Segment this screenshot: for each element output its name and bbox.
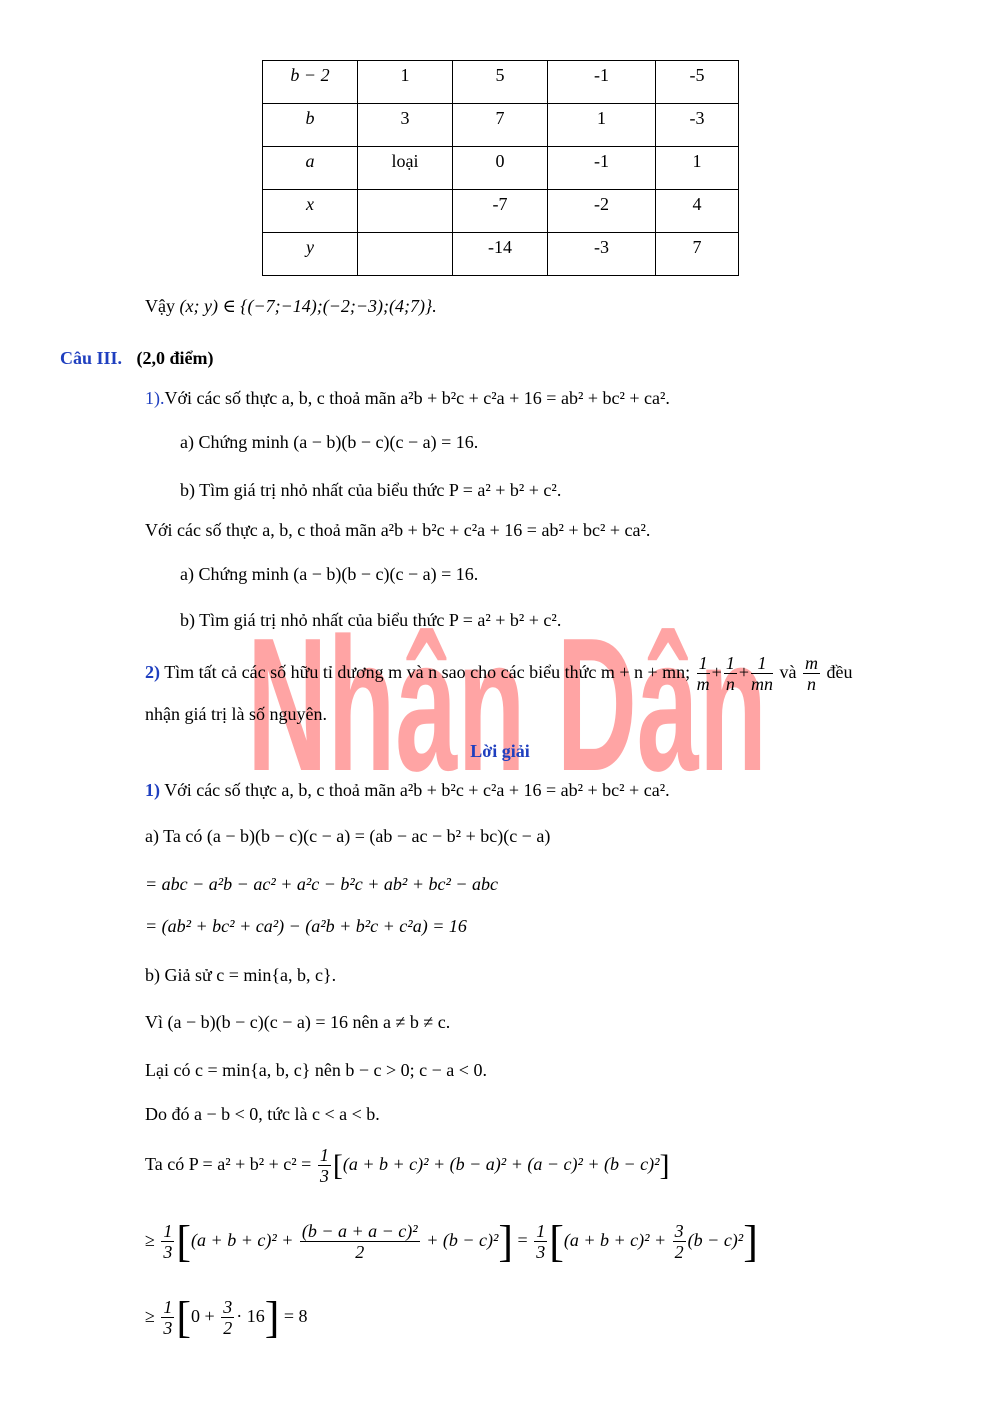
table-cell: 3 — [358, 104, 453, 147]
fraction-num: 3 — [223, 1297, 233, 1318]
solution-a-line3: = (ab² + bc² + ca²) − (a²b + b²c + c²a) = 16 — [145, 916, 467, 936]
table-cell: 5 — [453, 61, 548, 104]
part1-text: Với các số thực a, b, c thoả mãn a²b + b²c + c²a + 16 = ab² + bc² + ca². — [164, 388, 670, 408]
fraction-den: n — [806, 674, 816, 695]
fraction-num: (b − a + a − c)² — [301, 1221, 418, 1242]
solution-a-intro: a) Ta có (a − b)(b − c)(c − a) = (ab − ac − b² + bc)(c − a) — [145, 826, 551, 846]
table-cell: -1 — [548, 61, 656, 104]
fraction — [724, 653, 737, 694]
part1b: b) Tìm giá trị nhỏ nhất của biểu thức P = a² + b² + c². — [180, 480, 562, 500]
eq-sign: = — [517, 1230, 528, 1250]
open-bracket-icon: [ — [176, 1292, 192, 1342]
table-cell: 4 — [656, 190, 739, 233]
row-label: b − 2 — [263, 61, 358, 104]
fraction-den: 2 — [674, 1242, 684, 1263]
repeat-a: a) Chứng minh (a − b)(b − c)(c − a) = 16. — [180, 564, 479, 584]
conclusion-expr: (x; y) ∈ {(−7;−14);(−2;−3);(4;7)}. — [179, 296, 437, 316]
part2-statement: 2) Tìm tất cả các số hữu tỉ dương m và n sao cho các biểu thức m + n + mn; $\frac{1}{m}$ + $\frac{1}{n}$ + $\frac{1}{mn}$ và $\frac{m}{n}$ đều — [145, 653, 853, 695]
solution-b-line2: Vì (a − b)(b − c)(c − a) = 16 nên a ≠ b ≠ c. — [145, 1012, 451, 1032]
table-cell: 0 — [453, 147, 548, 190]
ge-sign: ≥ — [145, 1306, 155, 1326]
solution-1-number: 1) — [145, 780, 160, 800]
row-label: y — [263, 233, 358, 276]
part2-and: và — [779, 662, 797, 682]
solution-1-statement — [145, 780, 670, 801]
repeat-statement: Với các số thực a, b, c thoả mãn a²b + b²c + c²a + 16 = ab² + bc² + ca². — [145, 520, 651, 540]
close-bracket-icon: ] — [498, 1216, 514, 1266]
fraction-den: m — [696, 674, 710, 695]
table-cell: -3 — [656, 104, 739, 147]
fraction-num: 1 — [536, 1221, 546, 1242]
part1-statement — [145, 388, 670, 409]
solution-1-text: Với các số thực a, b, c thoả mãn a²b + b²c + c²a + 16 = ab² + bc² + ca². — [164, 780, 670, 800]
p-prefix: Ta có P = a² + b² + c² = — [145, 1154, 312, 1174]
row-label: x — [263, 190, 358, 233]
part1-number: 1). — [145, 388, 165, 408]
fraction-den: 2 — [223, 1318, 233, 1339]
part2-line2: nhận giá trị là số nguyên. — [145, 704, 327, 724]
fraction-num: 1 — [698, 653, 708, 674]
last-inner: 0 + — [191, 1306, 215, 1326]
p-expression — [145, 1142, 670, 1188]
table-row — [263, 190, 739, 233]
fraction-num: 1 — [751, 653, 773, 674]
open-bracket-icon: [ — [176, 1216, 192, 1266]
fraction-num: 3 — [674, 1221, 684, 1242]
fraction — [697, 653, 710, 694]
ineq-mid: + (b − c)² — [426, 1230, 499, 1250]
close-bracket-icon: ] — [264, 1292, 280, 1342]
fraction — [803, 653, 820, 694]
fraction-den: 2 — [355, 1242, 365, 1263]
table-cell: loại — [358, 147, 453, 190]
open-bracket-icon: [ — [332, 1148, 343, 1182]
table-cell: -5 — [656, 61, 739, 104]
table-cell: 1 — [358, 61, 453, 104]
part2-text: Tìm tất cả các số hữu tỉ dương m và n sao cho các biểu thức m + n + mn; — [164, 662, 691, 682]
solution-b-line4: Do đó a − b < 0, tức là c < a < b. — [145, 1104, 380, 1124]
last-eq: = 8 — [283, 1306, 308, 1326]
solution-b-line3: Lại có c = min{a, b, c} nên b − c > 0; c − a < 0. — [145, 1060, 487, 1080]
table-cell: 1 — [656, 147, 739, 190]
fraction-num: m — [804, 653, 818, 674]
question-label: Câu III. — [60, 348, 123, 368]
ineq-left: (a + b + c)² + — [191, 1230, 294, 1250]
table-row — [263, 104, 739, 147]
solution-b-intro: b) Giả sử c = min{a, b, c}. — [145, 965, 337, 985]
inequality-line — [145, 1210, 758, 1272]
solution-a-line2: = abc − a²b − ac² + a²c − b²c + ab² + bc² − abc — [145, 874, 498, 894]
table-cell: -7 — [453, 190, 548, 233]
conclusion-prefix: Vậy — [145, 296, 175, 316]
fraction — [673, 1221, 686, 1262]
fraction — [534, 1221, 547, 1262]
table-cell — [358, 190, 453, 233]
fraction-den: 3 — [163, 1242, 173, 1263]
part2-end: đều — [826, 662, 853, 682]
fraction-num: 1 — [163, 1221, 173, 1242]
table-row — [263, 233, 739, 276]
watermark-text: Nhân Dân — [247, 620, 767, 780]
question-header — [60, 348, 214, 369]
table-cell: -14 — [453, 233, 548, 276]
close-bracket-icon: ] — [743, 1216, 758, 1266]
close-bracket-icon: ] — [659, 1148, 670, 1182]
fraction-den: 3 — [163, 1318, 173, 1339]
part2-number: 2) — [145, 662, 160, 682]
fraction — [300, 1221, 420, 1262]
last-inner2: · 16 — [236, 1306, 265, 1326]
ineq-right: (a + b + c)² + — [563, 1230, 667, 1250]
fraction-den: mn — [750, 674, 773, 695]
row-label: b — [263, 104, 358, 147]
repeat-b: b) Tìm giá trị nhỏ nhất của biểu thức P = a² + b² + c². — [180, 610, 562, 630]
fraction-num: 1 — [725, 653, 735, 674]
fraction-den: n — [725, 674, 735, 695]
question-points: (2,0 điểm) — [136, 348, 214, 368]
fraction — [318, 1145, 331, 1186]
table-cell: 1 — [548, 104, 656, 147]
fraction-den: 3 — [319, 1166, 329, 1187]
table-row — [263, 61, 739, 104]
open-bracket-icon: [ — [549, 1216, 564, 1266]
fraction — [221, 1297, 234, 1338]
ge-sign: ≥ — [145, 1230, 155, 1250]
table-cell: -2 — [548, 190, 656, 233]
row-label: a — [263, 147, 358, 190]
table-cell — [358, 233, 453, 276]
part1a: a) Chứng minh (a − b)(b − c)(c − a) = 16. — [180, 432, 479, 452]
table-cell: -1 — [548, 147, 656, 190]
solution-title: Lời giải — [470, 741, 530, 761]
table-cell: -3 — [548, 233, 656, 276]
table-row — [263, 147, 739, 190]
table-cell: 7 — [453, 104, 548, 147]
table-cell: 7 — [656, 233, 739, 276]
fraction — [161, 1221, 174, 1262]
p-bracket-content: (a + b + c)² + (b − a)² + (a − c)² + (b − c)² — [342, 1154, 660, 1174]
fraction-den: 3 — [536, 1242, 546, 1263]
ineq-right2: (b − c)² — [687, 1230, 744, 1250]
fraction — [751, 653, 773, 694]
conclusion — [145, 296, 437, 317]
fraction — [161, 1297, 174, 1338]
fraction-num: 1 — [319, 1145, 329, 1166]
fraction-num: 1 — [163, 1297, 173, 1318]
value-table — [262, 60, 739, 276]
final-line — [145, 1288, 308, 1346]
